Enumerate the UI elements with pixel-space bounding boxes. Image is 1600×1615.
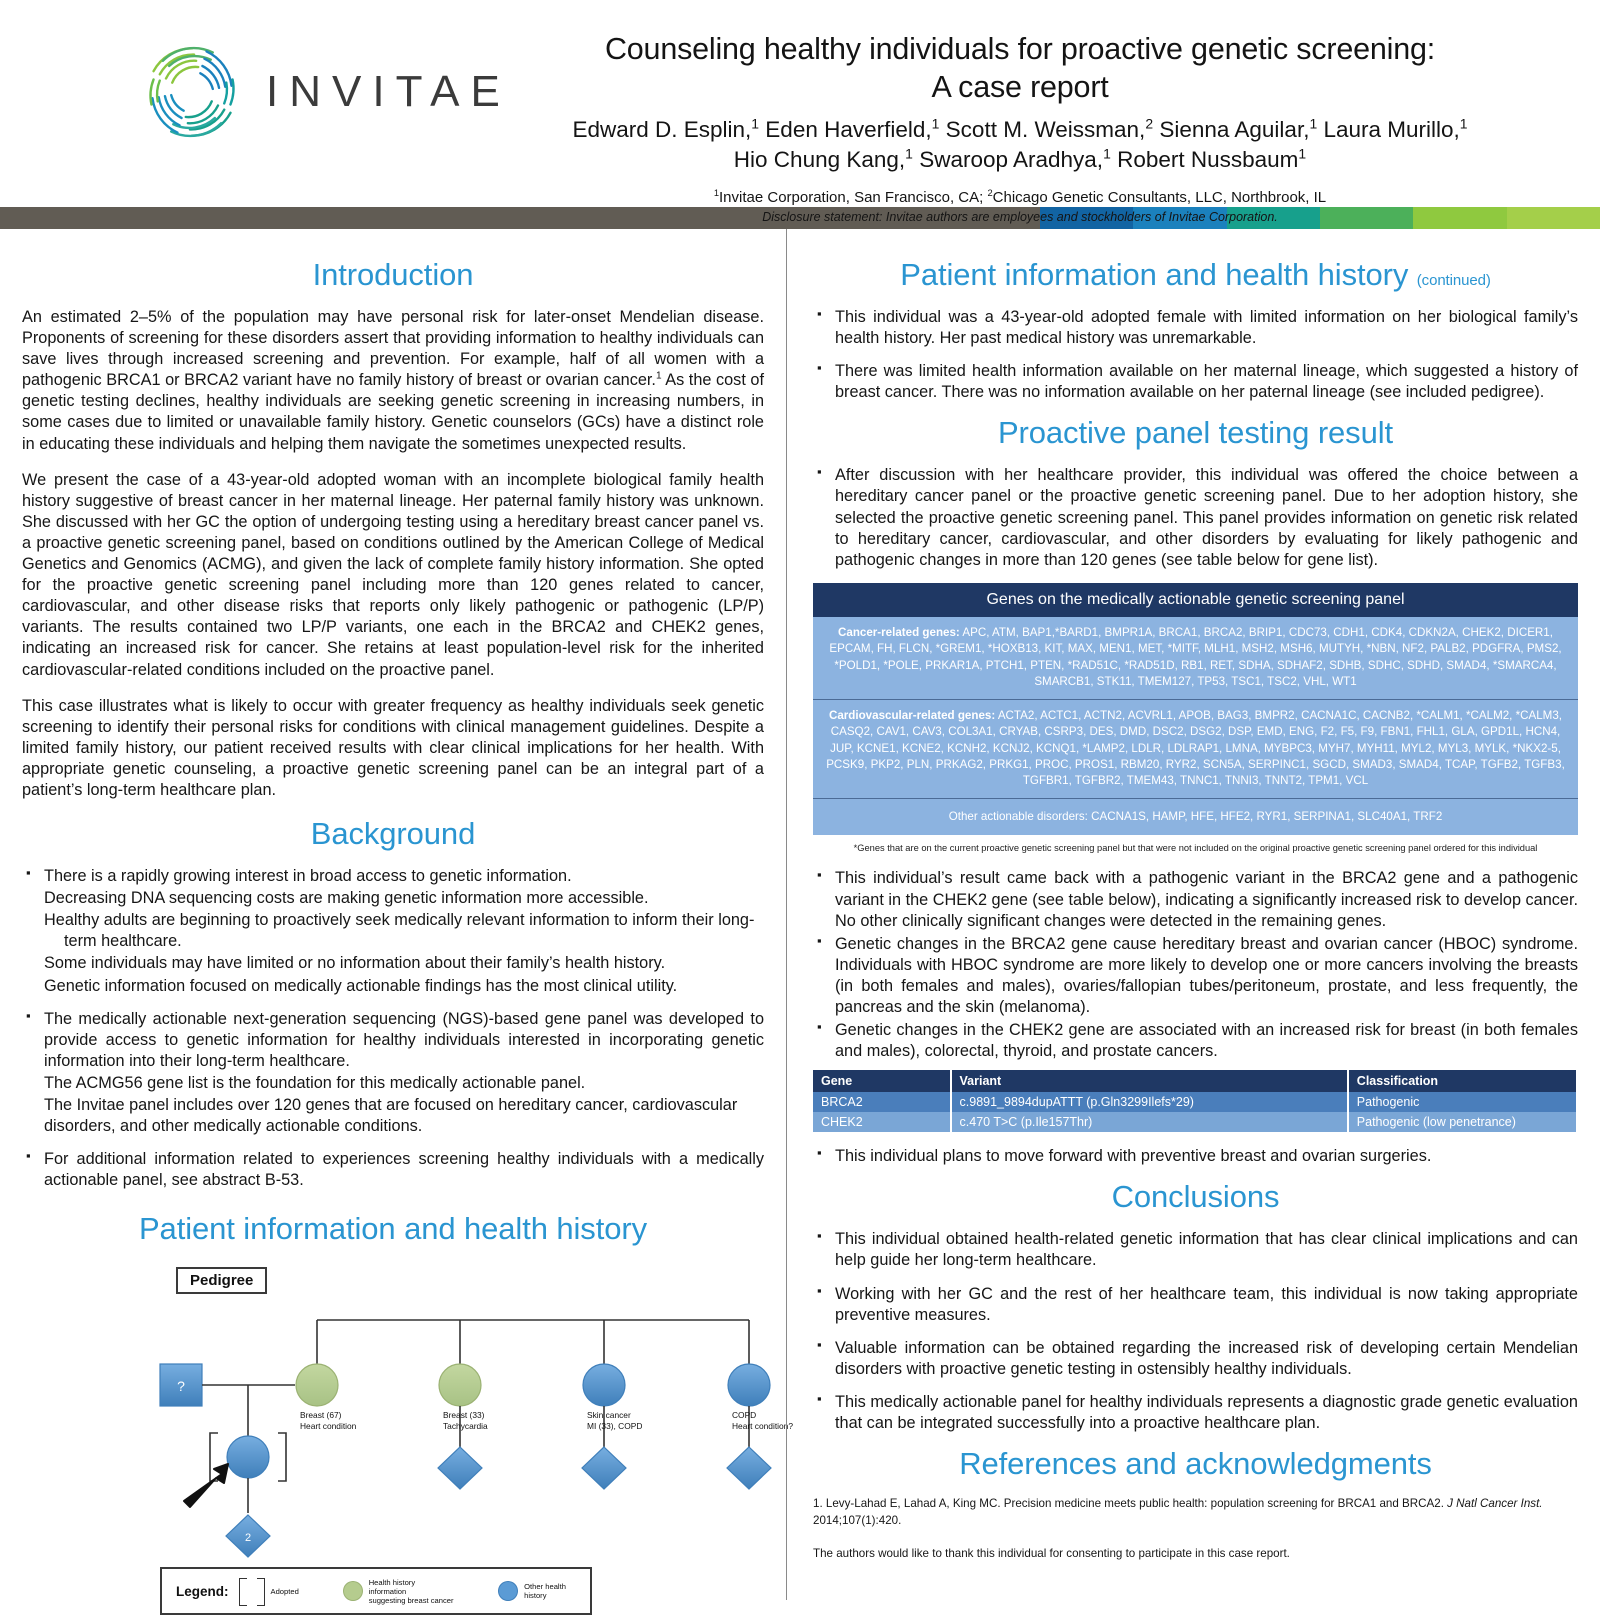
patient-bullets — [813, 307, 1578, 403]
background-bullet-1 — [22, 866, 764, 997]
gene-panel-cardio-row — [813, 700, 1578, 799]
invitae-wordmark: INVITAE — [266, 67, 511, 116]
heading-continued-tag: (continued) — [1416, 272, 1491, 289]
background-bullet-1-sub-4: Genetic information focused on medically actionable findings has the most clinical utility. — [44, 976, 678, 995]
pedigree-legend — [160, 1567, 592, 1615]
gene-panel-cardio-genes: ACTA2, ACTC1, ACTN2, ACVRL1, APOB, BAG3, BMPR2, CACNA1C, CACNB2, *CALM1, *CALM2, *CALM3, CASQ2, CAV1, CAV3, COL3A1, CRYAB, CSRP3, DES, DMD, DSC2, DSG2, DSP, EMD, ENG, F2, F5, F9, FBN1, FHL1, GLA, GPD1L, HCN4, JUP, KCNE1, KCNE2, KCNH2, KCNJ2, KCNQ1, *LAMP2, LDLR, LDLRAP1, LMNA, MYBPC3, MYH7, MYH11, MYL2, MYL3, MYLK, *NKX2-5, PCSK9, PKP2, PLN, PRKAG2, PRKG1, PROC, PROS1, RBM20, RYR2, SCN5A, SERPINC1, SGCD, SMAD3, SMAD4, TCAP, TGFB2, TGFB3, TGFBR1, TGFBR2, TMEM43, TNNC1, TNNI3, TNNT2, TPM1, VCL — [826, 708, 1565, 788]
pedigree-svg — [152, 1261, 852, 1501]
heading-patient-info-right — [813, 257, 1578, 293]
right-column — [786, 229, 1600, 1600]
pedigree-note-2: Breast (33) Tachycardia — [443, 1410, 488, 1431]
legend-text-blue: Other health history — [524, 1582, 566, 1601]
conclusion-bullet-2: ▪ Working with her GC and the rest of her healthcare team, this individual is now taking appropriate preventive measures. — [813, 1284, 1578, 1326]
conclusion-bullet-4: ▪ This medically actionable panel for healthy individuals represents a diagnostic grade genetic evaluation that can be integrated successfully into a proactive healthcare plan. — [813, 1392, 1578, 1434]
result-bullet-1: ▪ This individual’s result came back with a pathogenic variant in the BRCA2 gene and a pathogenic variant in the CHEK2 gene (see table below), indicating a significantly increased risk to develop cancer. No other clinically significant changes were detected in the remaining genes. — [813, 868, 1578, 931]
green-circle-icon — [343, 1581, 363, 1601]
variant-col-gene: Gene — [813, 1070, 951, 1092]
invitae-swirl-icon — [140, 40, 244, 144]
offspring-count-label: 2 — [244, 1532, 252, 1545]
reference-1-pre: 1. Levy-Lahad E, Lahad A, King MC. Precision medicine meets public health: population screening for BRCA1 and BRCA2. — [813, 1497, 1448, 1511]
reference-1-journal: J Natl Cancer Inst. — [1447, 1497, 1543, 1511]
authors-line-2: Hio Chung Kang,$^1$ Swaroop Aradhya,$^1$ Robert Nussbaum$^1$ — [733, 145, 1307, 172]
variant-row-2-classification: Pathogenic (low penetrance) — [1348, 1112, 1577, 1132]
affiliations: $^1$Invitae Corporation, San Francisco, CA; $^2$Chicago Genetic Consultants, LLC, Northbrook, IL — [713, 188, 1327, 207]
gene-panel-cancer-genes: APC, ATM, BAP1,*BARD1, BMPR1A, BRCA1, BRCA2, BRIP1, CDC73, CDH1, CDK4, CDKN2A, CHEK2, DICER1, EPCAM, FH, FLCN, *GREM1, *HOXB13, KIT, MAX, MEN1, MET, *MITF, MLH1, MSH2, MSH6, MUTYH, *NBN, NF2, PALB2, PDGFRA, PMS2, *POLD1, *POLE, PRKAR1A, PTCH1, PTEN, *RAD51C, *RAD51D, RB1, RET, SDHA, SDHAF2, SDHB, SDHC, SDHD, SMAD4, *SMARCA4, SMARCB1, STK11, TMEM127, TP53, TSC1, TSC2, VHL, WT1 — [829, 625, 1562, 689]
result-bullets — [813, 868, 1578, 1062]
gene-panel-cardio-label: Cardiovascular-related genes: — [828, 708, 996, 722]
poster-header — [0, 0, 1600, 225]
blue-circle-icon — [498, 1581, 518, 1601]
references-block — [813, 1496, 1578, 1562]
variant-row-2-variant: c.470 T>C (p.Ile157Thr) — [951, 1112, 1348, 1132]
page-title — [470, 30, 1570, 107]
pedigree-note-4: COPD Heart condition? — [732, 1410, 793, 1431]
author-list — [470, 115, 1570, 174]
conclusion-bullet-1: ▪ This individual obtained health-related genetic information that has clear clinical implications and can help guide her long-term healthcare. — [813, 1229, 1578, 1271]
svg-text:?: ? — [177, 1378, 185, 1395]
gene-panel-table — [813, 583, 1578, 836]
acknowledgment-text: The authors would like to thank this individual for consenting to participate in this case report. — [813, 1546, 1290, 1560]
variant-col-classification: Classification — [1348, 1070, 1577, 1092]
title-block — [470, 30, 1570, 224]
legend-text-adopted: Adopted — [270, 1586, 299, 1596]
background-bullet-2-main: The medically actionable next-generation sequencing (NGS)-based gene panel was developed to provide access to genetic information for healthy individuals interested in incorporating genetic information into their long-term healthcare. — [44, 1009, 764, 1070]
surgery-bullet-list — [813, 1146, 1578, 1167]
title-line-1: Counseling healthy individuals for proactive genetic screening: — [604, 32, 1436, 66]
result-bullet-2: ▪ Genetic changes in the BRCA2 gene cause hereditary breast and ovarian cancer (HBOC) syndrome. Individuals with HBOC syndrome are more likely to develop one or more cancers involving the breasts (in both females and males), ovaries/fallopian tubes/peritoneum, prostate, and less frequently, the pancreas and the skin (melanoma). — [813, 934, 1578, 1018]
conclusion-bullet-3: ▪ Valuable information can be obtained regarding the increased risk of developing certain Mendelian disorders with proactive genetic testing in ostensibly healthy individuals. — [813, 1338, 1578, 1380]
pedigree-label: Pedigree — [176, 1267, 267, 1294]
gene-panel-footnote: *Genes that are on the current proactive genetic screening panel but that were not included on the original proactive genetic screening panel ordered for this individual — [853, 843, 1538, 854]
background-bullet-3: ▪ For additional information related to experiences screening healthy individuals with a medically actionable panel, see abstract B-53. — [22, 1149, 764, 1191]
patient-bullet-2: ▪ There was limited health information available on her maternal lineage, which suggested a history of breast cancer. There was no information available on her paternal lineage (see included pedigree). — [813, 361, 1578, 403]
background-bullet-1-sub-3: Some individuals may have limited or no information about their family’s health history. — [44, 954, 666, 973]
background-bullet-1-main: There is a rapidly growing interest in broad access to genetic information. — [44, 867, 572, 886]
gene-panel-cancer-label: Cancer-related genes: — [838, 625, 960, 639]
legend-item-green — [343, 1578, 454, 1605]
pedigree-diagram — [152, 1261, 852, 1605]
left-column — [0, 229, 793, 1605]
heading-patient-info-left: Patient information and health history — [138, 1211, 647, 1247]
table-row — [813, 1092, 1577, 1112]
poster-body — [0, 229, 1600, 1605]
pedigree-note-3: Skin cancer MI (33), COPD — [587, 1410, 643, 1431]
variant-col-variant: Variant — [951, 1070, 1348, 1092]
background-bullet-2-sub-1: The ACMG56 gene list is the foundation for this medically actionable panel. — [44, 1073, 586, 1092]
background-bullet-2 — [22, 1009, 764, 1138]
result-bullet-3: ▪ Genetic changes in the CHEK2 gene are associated with an increased risk for breast (in both females and males), colorectal, thyroid, and prostate cancers. — [813, 1020, 1578, 1062]
authors-line-1: Edward D. Esplin,$^1$ Eden Haverfield,$^1$ Scott M. Weissman,$^2$ Sienna Aguilar,$^1$ Laura Murillo,$^1$ — [572, 115, 1468, 142]
reference-1-post: 2014;107(1):420. — [813, 1513, 902, 1527]
bracket-icon — [239, 1578, 265, 1604]
intro-paragraph-3: This case illustrates what is likely to occur with greater frequency as healthy individuals seek genetic screening to identify their personal risks for conditions with clinical management guidelines. Despite a limited family history, our patient received results with clear clinical implications for her health. With appropriate genetic counseling, a proactive genetic screening panel can be an integral part of a patient’s long-term healthcare plan. — [22, 696, 764, 799]
gene-panel-other-row: Other actionable disorders: CACNA1S, HAMP, HFE, HFE2, RYR1, SERPINA1, SLC40A1, TRF2 — [813, 799, 1578, 835]
background-bullet-1-sub-1: Decreasing DNA sequencing costs are making genetic information more accessible. — [44, 889, 649, 908]
variant-row-1-classification: Pathogenic — [1348, 1092, 1577, 1112]
legend-item-adopted — [239, 1578, 299, 1604]
pedigree-note-1: Breast (67) Heart condition — [300, 1410, 357, 1431]
background-bullet-2-sub-2: The Invitae panel includes over 120 genes that are focused on hereditary cancer, cardiovascular disorders, and other medically actionable conditions. — [44, 1096, 738, 1136]
variant-row-1-gene: BRCA2 — [813, 1092, 951, 1112]
background-bullet-1-sub-2: Healthy adults are beginning to proactively seek medically relevant information to inform their long-term healthcare. — [44, 911, 755, 951]
pedigree-proband-offspring — [208, 1509, 288, 1569]
invitae-logo — [140, 40, 511, 144]
legend-item-blue — [498, 1581, 590, 1601]
heading-panel-result: Proactive panel testing result — [997, 415, 1394, 451]
panel-bullets — [813, 465, 1578, 570]
heading-patient-info-text: Patient information and health history — [900, 257, 1409, 292]
title-line-2: A case report — [931, 70, 1109, 105]
legend-title: Legend: — [176, 1583, 229, 1599]
gene-panel-cancer-row — [813, 617, 1578, 700]
variant-table-header-row — [813, 1070, 1577, 1092]
patient-bullet-1: ▪ This individual was a 43-year-old adopted female with limited information on her biological family’s health history. Her past medical history was unremarkable. — [813, 307, 1578, 349]
reference-1 — [813, 1496, 1578, 1530]
gene-panel-title: Genes on the medically actionable genetic screening panel — [813, 583, 1578, 617]
heading-conclusions: Conclusions — [1111, 1179, 1280, 1215]
heading-references: References and acknowledgments — [959, 1446, 1432, 1482]
variant-results-table — [813, 1070, 1578, 1132]
legend-text-green: Health history information suggesting breast cancer — [368, 1577, 454, 1605]
heading-background: Background — [310, 816, 476, 852]
variant-row-2-gene: CHEK2 — [813, 1112, 951, 1132]
variant-row-1-variant: c.9891_9894dupATTT (p.Gln3299Ilefs*29) — [951, 1092, 1348, 1112]
background-list — [22, 866, 764, 1191]
intro-paragraph-2: We present the case of a 43-year-old adopted woman with an incomplete biological family health history suggestive of breast cancer in her maternal lineage. Her paternal family history was unknown. She discussed with her GC the option of undergoing testing using a hereditary breast cancer panel vs. a proactive genetic screening panel, based on conditions outlined by the American College of Medical Genetics and Genomics (ACMG), and given the lack of complete family history information. She opted for the proactive genetic screening panel including more than 120 genes related to cancer, cardiovascular, and other disease risks that reports only likely pathogenic or pathogenic (LP/P) variants. The results contained two LP/P variants, one each in the BRCA2 and CHEK2 genes, indicating an increased risk for cancer. She retains at least population-level risk for the inherited cardiovascular-related conditions included on the proactive panel. — [22, 470, 764, 679]
surgery-bullet: ▪ This individual plans to move forward with preventive breast and ovarian surgeries. — [813, 1146, 1578, 1167]
panel-bullet-1: ▪ After discussion with her healthcare provider, this individual was offered the choice between a hereditary cancer panel or the proactive genetic screening panel. Due to her adoption history, she selected the proactive genetic screening panel. This panel provides information on genetic risk related to hereditary cancer, cardiovascular, and other disorders by evaluating for likely pathogenic and pathogenic changes in more than 120 genes (see table below for gene list). — [813, 465, 1578, 570]
intro-paragraph-1: An estimated 2–5% of the population may have personal risk for later-onset Mendelian disease. Proponents of screening for these disorders assert that providing information to healthy individuals can save lives through increased screening and prevention. For example, half of all women with a pathogenic BRCA1 or BRCA2 variant have no family history of breast or ovarian cancer.$^1$ As the cost of genetic testing declines, healthy individuals are seeking genetic screening in increasing numbers, in some cases due to limited or unavailable family history. Genetic counselors (GCs) have a distinct role in educating these individuals and helping them navigate the sometimes unexpected results. — [22, 308, 764, 453]
conclusions-list — [813, 1229, 1578, 1434]
heading-introduction: Introduction — [312, 257, 474, 292]
disclosure-statement: Disclosure statement: Invitae authors are employees and stockholders of Invitae Corporation. — [762, 210, 1278, 225]
table-row — [813, 1112, 1577, 1132]
